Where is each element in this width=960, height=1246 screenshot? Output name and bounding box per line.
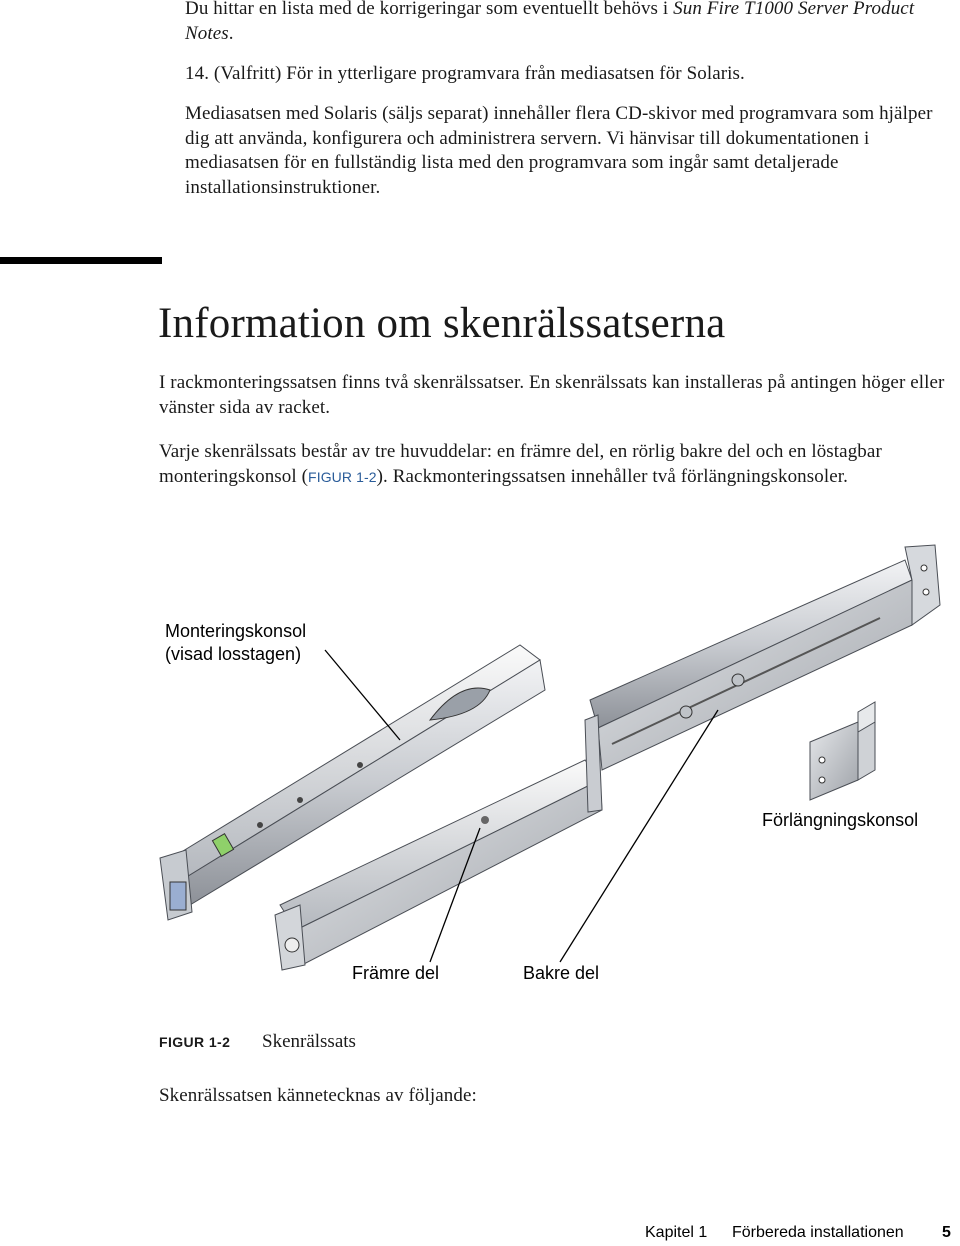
intro-paragraph-1 <box>185 0 955 46</box>
intro-period: . <box>228 22 234 44</box>
intro-paragraph-2: Mediasatsen med Solaris (säljs separat) innehåller flera CD-skivor med programvara som hjälper dig att använda, konfigurera och administrera servern. Vi hänvisar till dokumentationen i mediasatsen för en fullständig lista med den programvara som ingår samt detaljerade installationsinstruktioner. <box>185 103 933 198</box>
footer-chapter-title: Förbereda installationen <box>732 1224 904 1241</box>
callout-mounting-line1: Monteringskonsol <box>165 621 307 641</box>
callout-extension-bracket: Förlängningskonsol <box>762 810 919 830</box>
section-heading: Information om skenrälssatserna <box>158 300 726 347</box>
step-14: 14. (Valfritt) För in ytterligare programvara från mediasatsen för Solaris. <box>185 63 745 84</box>
figure-title: Skenrälssats <box>262 1031 356 1052</box>
extension-bracket <box>810 702 875 800</box>
section-paragraph-2 <box>159 440 949 489</box>
figure-reference-link[interactable]: FIGUR 1-2 <box>308 468 377 485</box>
after-figure-paragraph: Skenrälssatsen kännetecknas av följande: <box>159 1085 477 1106</box>
section-rule <box>0 257 162 264</box>
rear-rail <box>590 545 940 770</box>
callout-rear-part: Bakre del <box>523 963 600 983</box>
section-paragraph-1: I rackmonteringssatsen finns två skenrälssatser. En skenrälssats kan installeras på antingen höger eller vänster sida av racket. <box>159 372 945 418</box>
footer-page-number: 5 <box>942 1224 951 1241</box>
slide-rail-illustration <box>0 530 960 1020</box>
figure-label: FIGUR 1-2 <box>159 1034 231 1050</box>
callout-front-part: Främre del <box>352 963 440 983</box>
product-notes-title: Sun Fire T1000 Server Product Notes <box>185 0 915 44</box>
para2-end: ). Rackmonteringssatsen innehåller två förlängningskonsoler. <box>376 465 849 487</box>
para2-start: Varje skenrälssats består av tre huvuddelar: en främre del, en rörlig bakre del och en löstagbar monteringskonsol ( <box>159 441 882 487</box>
callout-mounting-bracket <box>165 620 306 666</box>
intro-text: Du hittar en lista med de korrigeringar som eventuellt behövs i <box>185 0 674 19</box>
callout-mounting-line2: (visad losstagen) <box>165 644 302 664</box>
footer-chapter: Kapitel 1 <box>645 1224 708 1241</box>
